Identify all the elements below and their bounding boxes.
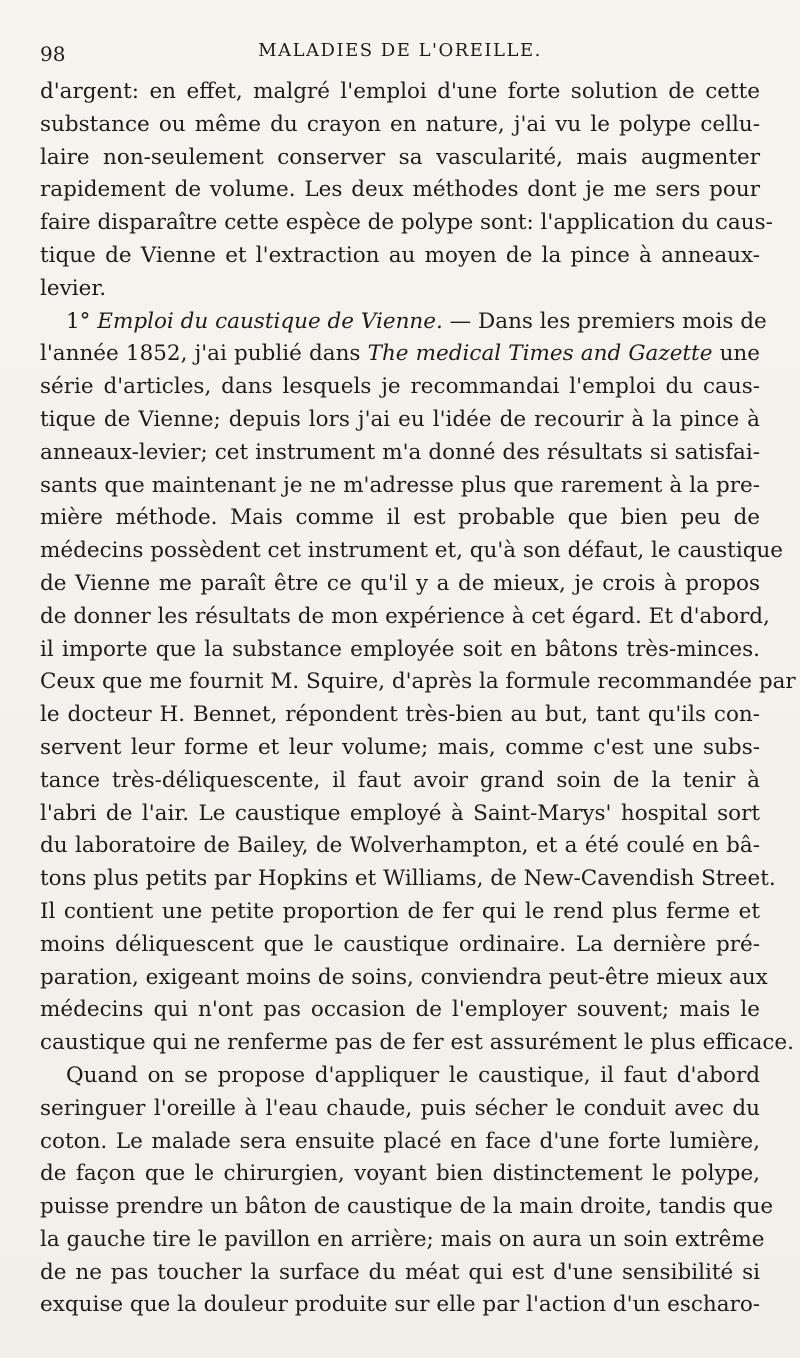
text-line: coton. Le malade sera ensuite placé en face d'une forte lumière,	[40, 1128, 760, 1154]
text-line: médecins qui n'ont pas occasion de l'employer souvent; mais le	[40, 997, 760, 1023]
text-line: du laboratoire de Bailey, de Wolverhampton, et a été coulé en bâ-	[40, 833, 760, 859]
text-line: seringuer l'oreille à l'eau chaude, puis sécher le conduit avec du	[40, 1095, 760, 1121]
text-line: caustique qui ne renferme pas de fer est assurément le plus efficace.	[40, 1030, 794, 1056]
text-line: de Vienne me paraît être ce qu'il y a de mieux, je crois à propos	[40, 570, 760, 596]
text-line: l'année 1852, j'ai publié dans The medical Times and Gazette une	[40, 341, 760, 367]
text-line: servent leur forme et leur volume; mais, comme c'est une subs-	[40, 734, 760, 760]
text-line: 1° Emploi du caustique de Vienne. — Dans les premiers mois de	[66, 308, 767, 334]
text-line: tons plus petits par Hopkins et Williams, de New-Cavendish Street.	[40, 866, 776, 892]
text-line: l'abri de l'air. Le caustique employé à Saint-Marys' hospital sort	[40, 800, 760, 826]
body-text	[40, 76, 796, 1322]
text-line: médecins possèdent cet instrument et, qu'à son défaut, le caustique	[40, 538, 784, 564]
text-line: moins déliquescent que le caustique ordinaire. La dernière pré-	[40, 931, 760, 957]
text-line: faire disparaître cette espèce de polype sont: l'application du caus-	[40, 210, 773, 236]
text-line: laire non-seulement conserver sa vascularité, mais augmenter	[40, 144, 760, 170]
text-line: levier.	[40, 275, 107, 301]
text-line: tique de Vienne et l'extraction au moyen de la pince à anneaux-	[40, 242, 760, 268]
text-line: de donner les résultats de mon expérience à cet égard. Et d'abord,	[40, 603, 770, 629]
text-line: le docteur H. Bennet, répondent très-bien au but, tant qu'ils con-	[40, 702, 760, 728]
text-line: il importe que la substance employée soit en bâtons très-minces.	[40, 636, 760, 662]
text-line: paration, exigeant moins de soins, conviendra peut-être mieux aux	[40, 964, 768, 990]
running-head	[40, 40, 760, 76]
text-line: Ceux que me fournit M. Squire, d'après la formule recommandée par	[40, 669, 796, 695]
italic-text: The medical Times and Gazette	[367, 341, 713, 367]
text-line: mière méthode. Mais comme il est probable que bien peu de	[40, 505, 760, 531]
italic-text: Emploi du caustique de Vienne.	[97, 308, 443, 334]
text-line: la gauche tire le pavillon en arrière; mais on aura un soin extrême	[40, 1226, 765, 1252]
text-line: Quand on se propose d'appliquer le caustique, il faut d'abord	[66, 1062, 760, 1088]
text-line: tique de Vienne; depuis lors j'ai eu l'idée de recourir à la pince à	[40, 406, 760, 432]
text-line: substance ou même du crayon en nature, j'ai vu le polype cellu-	[40, 111, 760, 137]
text-line: exquise que la douleur produite sur elle par l'action d'un escharo-	[40, 1292, 761, 1318]
text-line: Il contient une petite proportion de fer qui le rend plus ferme et	[40, 898, 760, 924]
text-line: puisse prendre un bâton de caustique de la main droite, tandis que	[40, 1194, 774, 1220]
text-line: de façon que le chirurgien, voyant bien distinctement le polype,	[40, 1161, 760, 1187]
text-line: de ne pas toucher la surface du méat qui est d'une sensibilité si	[40, 1259, 760, 1285]
running-title: MALADIES DE L'OREILLE.	[258, 40, 542, 61]
text-line: sants que maintenant je ne m'adresse plus que rarement à la pre-	[40, 472, 760, 498]
page-number: 98	[40, 42, 66, 66]
text-line: tance très-déliquescente, il faut avoir grand soin de la tenir à	[40, 767, 760, 793]
text-line: d'argent: en effet, malgré l'emploi d'une forte solution de cette	[40, 79, 760, 104]
text-line: anneaux-levier; cet instrument m'a donné des résultats si satisfai-	[40, 439, 760, 465]
text-line: rapidement de volume. Les deux méthodes dont je me sers pour	[40, 177, 760, 203]
text-line: série d'articles, dans lesquels je recommandai l'emploi du caus-	[40, 374, 760, 400]
